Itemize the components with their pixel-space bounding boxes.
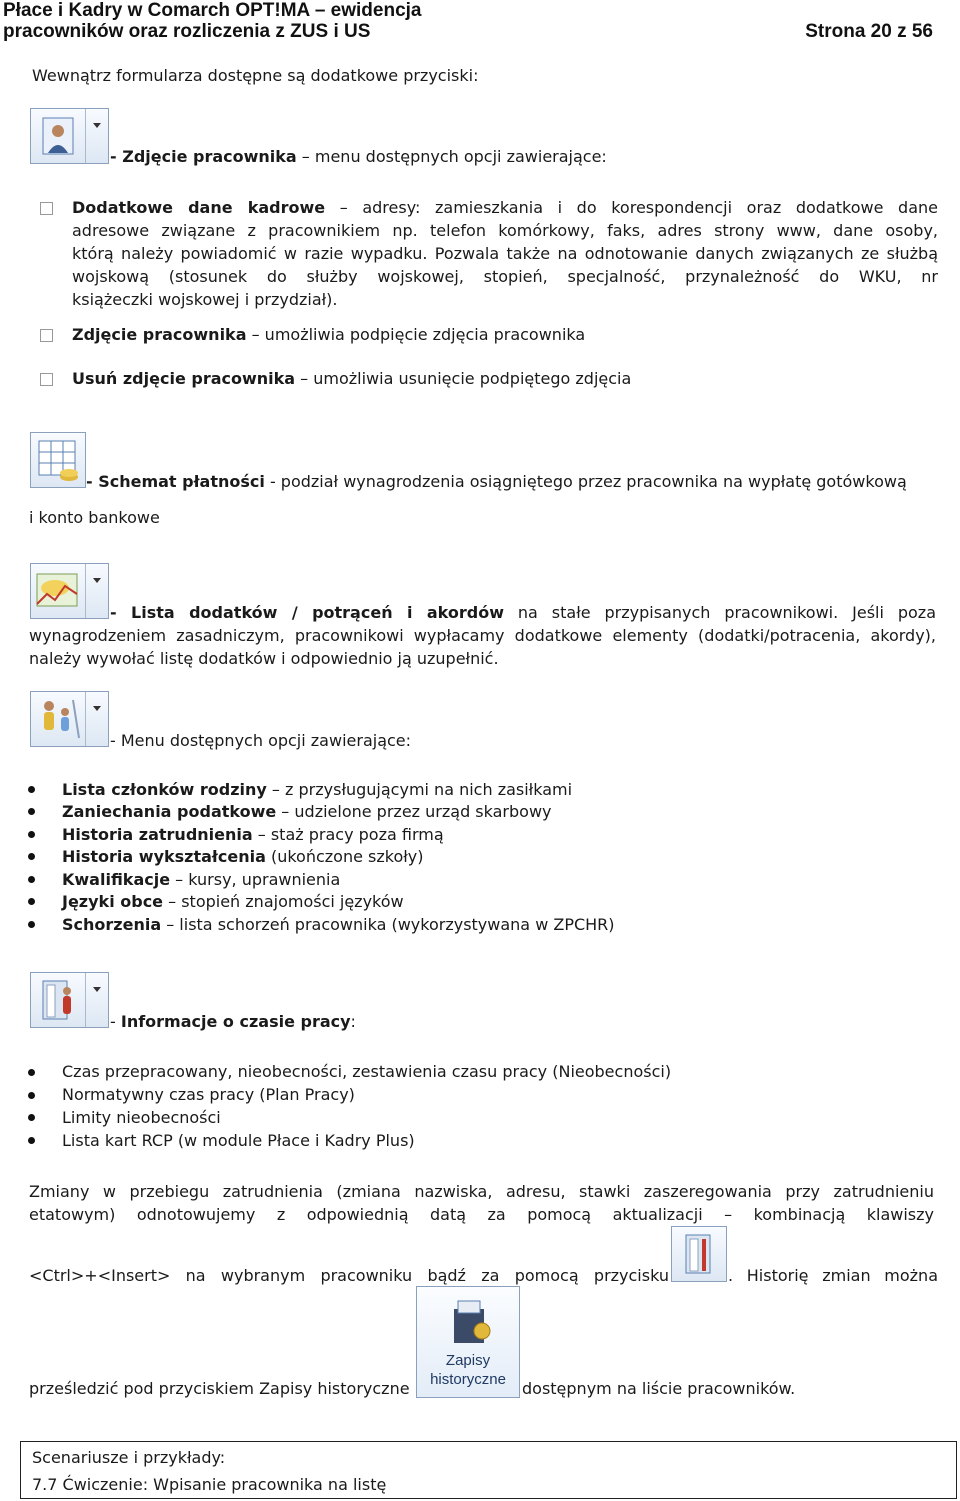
menu-item-tax-desc: – udzielone przez urząd skarbowy bbox=[276, 802, 552, 821]
payment-schedule-icon bbox=[31, 433, 85, 487]
photo-remove-item bbox=[72, 367, 938, 390]
bullet-icon bbox=[28, 876, 35, 883]
additional-data-line-2: adresowe związane z pracownikiem np. telefon komórkowy, faks, adres strony www, dane osoby, bbox=[72, 221, 938, 240]
scenarios-box bbox=[20, 1441, 957, 1499]
menu-item-illnesses[interactable] bbox=[62, 914, 615, 936]
payment-schedule-desc: - podział wynagrodzenia osiągniętego przez pracownika na wypłatę gotówkową bbox=[264, 472, 907, 491]
menu-item-family[interactable] bbox=[62, 779, 572, 801]
menu-item-education-title: Historia wykształcenia bbox=[62, 847, 266, 866]
photo-attach-title: Zdjęcie pracownika bbox=[72, 325, 247, 344]
menu-item-family-desc: – z przysługującymi na nich zasiłkami bbox=[266, 780, 573, 799]
work-time-colon: : bbox=[350, 1012, 356, 1031]
changes-line-2: etatowym) odnotowujemy z odpowiednią datą za pomocą aktualizacji – kombinacją klawiszy bbox=[29, 1205, 934, 1224]
additional-data-line-5: książeczki wojskowej i przydział). bbox=[72, 290, 338, 309]
history-records-button[interactable] bbox=[416, 1286, 520, 1398]
work-time-title: Informacje o czasie pracy bbox=[120, 1012, 351, 1031]
additions-line-3: należy wywołać listę dodatków i odpowiednio ją uzupełnić. bbox=[29, 649, 499, 668]
additions-list-button[interactable] bbox=[30, 563, 109, 619]
menu-item-illnesses-desc: – lista schorzeń pracownika (wykorzystywana w ZPCHR) bbox=[161, 915, 615, 934]
bullet-icon bbox=[28, 808, 35, 815]
chevron-down-icon[interactable] bbox=[86, 692, 108, 746]
door-update-icon bbox=[672, 1227, 726, 1281]
bullet-icon bbox=[28, 786, 35, 793]
photo-attach-desc: – umożliwia podpięcie zdjęcia pracownika bbox=[246, 325, 586, 344]
changes-line-3b: . Historię zmian można bbox=[728, 1266, 938, 1285]
bullet-icon bbox=[28, 1069, 35, 1076]
document-title-line-2: pracowników oraz rozliczenia z ZUS i US bbox=[3, 21, 371, 42]
chevron-down-icon[interactable] bbox=[86, 973, 108, 1027]
menu-item-qualifications[interactable] bbox=[62, 869, 340, 891]
additions-line-2: wynagrodzeniem zasadniczym, pracownikowi wypłacamy dodatkowe elementy (dodatki/potracenia, akordy), bbox=[29, 626, 936, 645]
work-time-button[interactable] bbox=[30, 972, 109, 1028]
checkbox-icon bbox=[40, 202, 53, 215]
menu-item-languages-desc: – stopień znajomości języków bbox=[163, 892, 404, 911]
additions-chart-icon bbox=[31, 564, 85, 618]
checkbox-icon bbox=[40, 373, 53, 386]
payment-schedule-line-2: i konto bankowe bbox=[29, 508, 160, 527]
menu-item-qualifications-desc: – kursy, uprawnienia bbox=[170, 870, 341, 889]
chevron-down-icon[interactable] bbox=[86, 564, 108, 618]
menu-item-education-history[interactable] bbox=[62, 846, 423, 868]
bullet-icon bbox=[28, 898, 35, 905]
work-time-item-rcp[interactable]: Lista kart RCP (w module Płace i Kadry Plus) bbox=[62, 1131, 415, 1150]
photo-section-desc: – menu dostępnych opcji zawierające: bbox=[296, 147, 607, 166]
menu-item-languages[interactable] bbox=[62, 891, 404, 913]
bullet-icon bbox=[28, 921, 35, 928]
photo-section-title: - Zdjęcie pracownika bbox=[110, 147, 297, 166]
bullet-icon bbox=[28, 831, 35, 838]
changes-line-4b: dostępnym na liście pracowników. bbox=[522, 1379, 796, 1398]
additions-line-1 bbox=[110, 602, 936, 624]
chevron-down-icon[interactable] bbox=[86, 109, 108, 163]
update-button[interactable] bbox=[671, 1226, 727, 1282]
additions-desc: na stałe przypisanych pracownikowi. Jeśli poza bbox=[504, 603, 936, 622]
menu-item-education-desc: (ukończone szkoły) bbox=[265, 847, 424, 866]
work-time-item-limits[interactable]: Limity nieobecności bbox=[62, 1108, 221, 1127]
photo-remove-title: Usuń zdjęcie pracownika bbox=[72, 369, 296, 388]
bullet-icon bbox=[28, 1114, 35, 1121]
bullet-icon bbox=[28, 1137, 35, 1144]
family-icon bbox=[31, 692, 85, 746]
menu-item-qualifications-title: Kwalifikacje bbox=[62, 870, 171, 889]
work-time-item-plan[interactable]: Normatywny czas pracy (Plan Pracy) bbox=[62, 1085, 355, 1104]
employee-photo-button[interactable] bbox=[30, 108, 109, 164]
photo-section-lead bbox=[110, 146, 607, 168]
changes-line-4a: prześledzić pod przyciskiem Zapisy historyczne bbox=[29, 1379, 410, 1398]
history-records-label: Zapisy historyczne bbox=[430, 1352, 506, 1388]
menu-item-illnesses-title: Schorzenia bbox=[62, 915, 162, 934]
payment-schedule-title: - Schemat płatności bbox=[86, 472, 265, 491]
document-title-line-1: Płace i Kadry w Comarch OPT!MA – ewidencja bbox=[3, 0, 422, 21]
menu-item-tax-exemptions[interactable] bbox=[62, 801, 552, 823]
menu-item-employment-desc: – staż pracy poza firmą bbox=[252, 825, 444, 844]
employee-menu-button[interactable] bbox=[30, 691, 109, 747]
bullet-icon bbox=[28, 1092, 35, 1099]
person-photo-icon bbox=[31, 109, 85, 163]
checkbox-icon bbox=[40, 329, 53, 342]
scenarios-heading: Scenariusze i przykłady: bbox=[32, 1448, 226, 1467]
work-time-dash: - bbox=[110, 1012, 121, 1031]
additional-data-line-4: wojskową (stosunek do służby wojskowej, stopień, specjalność, przynależność do WKU, nr bbox=[72, 267, 938, 286]
menu-item-employment-title: Historia zatrudnienia bbox=[62, 825, 253, 844]
intro-text: Wewnątrz formularza dostępne są dodatkowe przyciski: bbox=[32, 66, 479, 85]
additional-data-line-3: którą należy powiadomić w razie wypadku. Pozwala także na odnotowanie danych związanych ze służbą bbox=[72, 244, 938, 263]
photo-remove-desc: – umożliwia usunięcie podpiętego zdjęcia bbox=[295, 369, 632, 388]
page-number: Strona 20 z 56 bbox=[805, 21, 933, 42]
work-time-item-absences[interactable]: Czas przepracowany, nieobecności, zestawienia czasu pracy (Nieobecności) bbox=[62, 1062, 672, 1081]
changes-line-3a: <Ctrl>+<Insert> na wybranym pracowniku bądź za pomocą przycisku bbox=[29, 1266, 669, 1285]
payment-schedule-text bbox=[86, 471, 907, 493]
door-person-icon bbox=[31, 973, 85, 1027]
menu-item-languages-title: Języki obce bbox=[62, 892, 164, 911]
additional-data-line-1-rest: – adresy: zamieszkania i do korespondencji oraz dodatkowe dane bbox=[325, 198, 938, 217]
menu-lead: - Menu dostępnych opcji zawierające: bbox=[110, 731, 412, 750]
work-time-lead bbox=[110, 1011, 356, 1033]
menu-item-employment-history[interactable] bbox=[62, 824, 444, 846]
menu-item-family-title: Lista członków rodziny bbox=[62, 780, 267, 799]
history-records-icon bbox=[438, 1291, 498, 1347]
changes-line-1: Zmiany w przebiegu zatrudnienia (zmiana nazwiska, adresu, stawki zaszeregowania przy zatrudnieniu bbox=[29, 1182, 934, 1201]
additional-data-line-1 bbox=[72, 196, 938, 219]
payment-schedule-button[interactable] bbox=[30, 432, 86, 488]
additions-title: - Lista dodatków / potrąceń i akordów bbox=[110, 603, 504, 622]
menu-item-tax-title: Zaniechania podatkowe bbox=[62, 802, 277, 821]
photo-attach-item bbox=[72, 323, 938, 346]
bullet-icon bbox=[28, 853, 35, 860]
additional-data-description bbox=[72, 196, 938, 311]
scenario-link[interactable]: 7.7 Ćwiczenie: Wpisanie pracownika na listę bbox=[32, 1475, 387, 1494]
additional-data-title: Dodatkowe dane kadrowe bbox=[72, 198, 326, 217]
